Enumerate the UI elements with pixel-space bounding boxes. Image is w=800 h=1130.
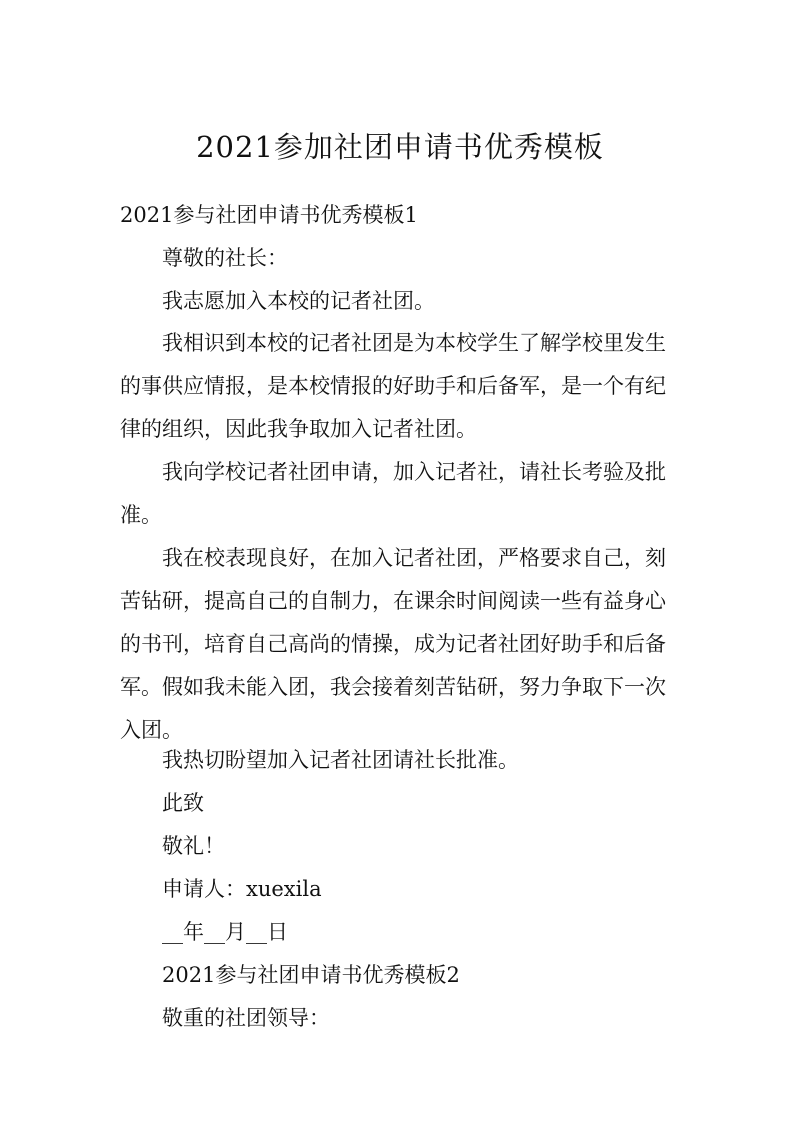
date-line: __年__月__日 <box>162 920 288 944</box>
signature: 申请人：xuexila <box>162 877 322 901</box>
salutation: 尊敬的社长： <box>162 246 288 270</box>
paragraph: 我志愿加入本校的记者社团。 <box>162 289 435 313</box>
section-heading: 2021参与社团申请书优秀模板2 <box>162 963 460 987</box>
paragraph: 我在校表现良好，在加入记者社团，严格要求自己，刻苦钻研，提高自己的自制力，在课余时间阅读一些有益身心的书刊，培育自己高尚的情操，成为记者社团好助手和后备军。假如我未能入团，我会接着刻苦钻研，努力争取下一次入团。 <box>120 546 666 742</box>
closing-line: 此致 <box>162 791 204 815</box>
paragraph: 我向学校记者社团申请，加入记者社，请社长考验及批准。 <box>120 460 666 527</box>
closing-line: 敬礼！ <box>162 834 225 858</box>
section-heading: 2021参与社团申请书优秀模板1 <box>120 203 418 227</box>
paragraph: 我相识到本校的记者社团是为本校学生了解学校里发生的事供应情报，是本校情报的好助手和后备军，是一个有纪律的组织，因此我争取加入记者社团。 <box>120 331 666 441</box>
paragraph: 我热切盼望加入记者社团请社长批准。 <box>162 748 519 772</box>
document-title: 2021参加社团申请书优秀模板 <box>196 130 604 164</box>
salutation: 敬重的社团领导： <box>162 1006 330 1030</box>
